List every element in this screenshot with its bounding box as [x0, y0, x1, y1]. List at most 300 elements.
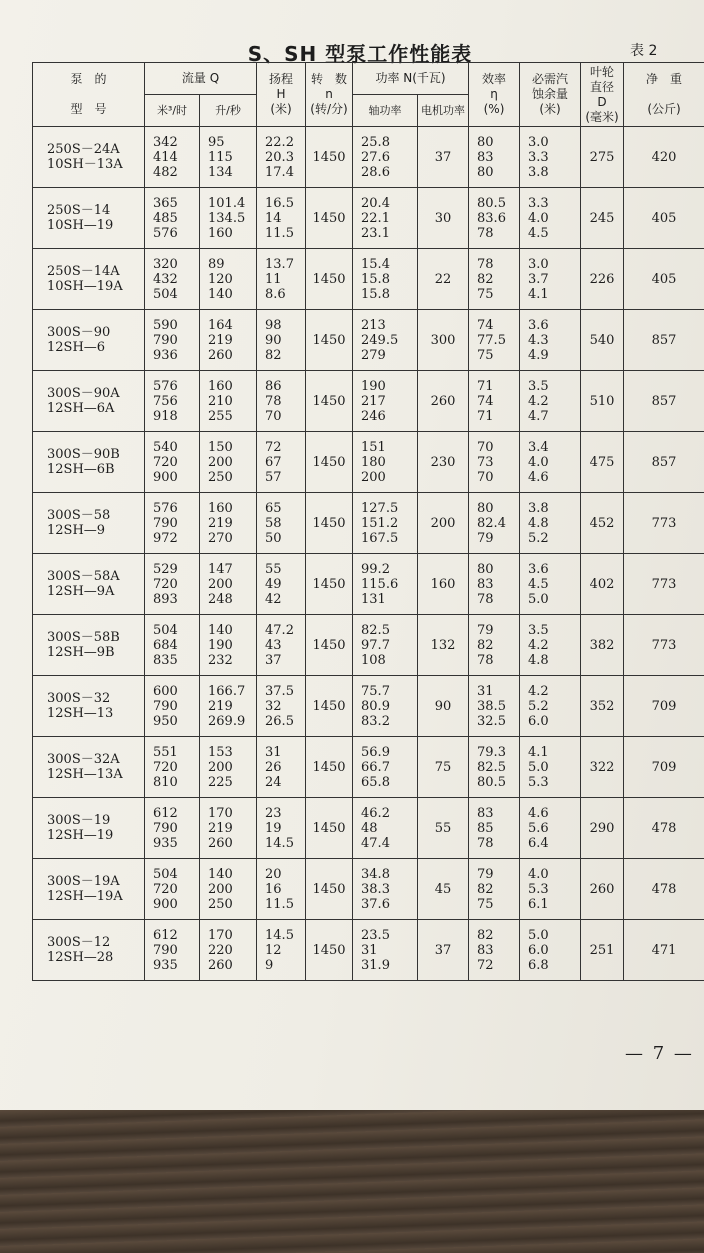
- cell-npsh-value: 6.1: [528, 896, 549, 912]
- model-code: 300S－19A: [47, 874, 120, 889]
- cell-shaft-power: [353, 859, 418, 920]
- cell-head-value: 58: [265, 515, 282, 531]
- cell-shaft-power-value: 213: [361, 317, 386, 333]
- cell-efficiency-value: 78: [477, 652, 494, 668]
- cell-efficiency-value: 79: [477, 530, 494, 546]
- model-code: 12SH—9A: [47, 584, 115, 599]
- cell-flow-ls-value: 219: [208, 698, 233, 714]
- cell-flow-m3-value: 504: [153, 622, 178, 638]
- cell-npsh-value: 4.5: [528, 225, 549, 241]
- cell-head: [257, 737, 306, 798]
- cell-motor-power: 132: [418, 615, 469, 676]
- cell-npsh-value: 3.6: [528, 317, 549, 333]
- cell-motor-power: 45: [418, 859, 469, 920]
- cell-impeller-diameter: 290: [581, 798, 624, 859]
- cell-model: [33, 920, 145, 981]
- cell-flow-ls-value: 219: [208, 332, 233, 348]
- cell-head-value: 26.5: [265, 713, 294, 729]
- cell-head-value: 50: [265, 530, 282, 546]
- cell-impeller-diameter: 510: [581, 371, 624, 432]
- cell-shaft-power-value: 167.5: [361, 530, 399, 546]
- cell-npsh-value: 6.0: [528, 713, 549, 729]
- cell-weight: 709: [624, 737, 704, 798]
- model-code: 300S－90B: [47, 447, 120, 462]
- cell-head-value: 20: [265, 866, 282, 882]
- cell-impeller-diameter: 452: [581, 493, 624, 554]
- cell-npsh-value: 6.8: [528, 957, 549, 973]
- cell-efficiency-value: 78: [477, 591, 494, 607]
- cell-flow-m3-value: 935: [153, 957, 178, 973]
- cell-shaft-power: [353, 432, 418, 493]
- cell-efficiency-value: 82: [477, 881, 494, 897]
- table-row: [33, 249, 704, 310]
- cell-npsh-value: 4.2: [528, 637, 549, 653]
- cell-shaft-power-value: 65.8: [361, 774, 390, 790]
- cell-npsh: [520, 432, 581, 493]
- cell-head-value: 24: [265, 774, 282, 790]
- cell-flow-ls-value: 160: [208, 378, 233, 394]
- cell-head: [257, 615, 306, 676]
- cell-flow-ls-value: 89: [208, 256, 225, 272]
- cell-efficiency-value: 80.5: [477, 774, 506, 790]
- cell-impeller-diameter: 475: [581, 432, 624, 493]
- cell-motor-power: 30: [418, 188, 469, 249]
- cell-head-value: 16: [265, 881, 282, 897]
- cell-head-value: 72: [265, 439, 282, 455]
- cell-head: [257, 432, 306, 493]
- cell-flow-ls-value: 225: [208, 774, 233, 790]
- cell-shaft-power-value: 56.9: [361, 744, 390, 760]
- cell-npsh-value: 5.2: [528, 530, 549, 546]
- cell-npsh-value: 6.0: [528, 942, 549, 958]
- cell-head-value: 31: [265, 744, 282, 760]
- cell-shaft-power-value: 180: [361, 454, 386, 470]
- cell-head-value: 20.3: [265, 149, 294, 165]
- cell-flow-ls: [200, 554, 257, 615]
- cell-model: [33, 493, 145, 554]
- cell-npsh: [520, 188, 581, 249]
- cell-flow-m3-value: 756: [153, 393, 178, 409]
- cell-flow-m3-value: 485: [153, 210, 178, 226]
- cell-efficiency-value: 83: [477, 576, 494, 592]
- cell-shaft-power: [353, 127, 418, 188]
- cell-shaft-power: [353, 798, 418, 859]
- cell-flow-ls-value: 150: [208, 439, 233, 455]
- cell-flow-ls-value: 250: [208, 469, 233, 485]
- cell-npsh: [520, 127, 581, 188]
- cell-efficiency: [469, 554, 520, 615]
- cell-efficiency: [469, 737, 520, 798]
- model-code: 12SH—6B: [47, 462, 115, 477]
- cell-flow-ls-value: 164: [208, 317, 233, 333]
- cell-speed: 1450: [306, 737, 353, 798]
- cell-flow-ls: [200, 615, 257, 676]
- cell-efficiency-value: 80: [477, 134, 494, 150]
- cell-speed: 1450: [306, 127, 353, 188]
- cell-flow-m3: [145, 432, 200, 493]
- cell-head-value: 14.5: [265, 927, 294, 943]
- cell-efficiency-value: 75: [477, 896, 494, 912]
- header-flow-m3: 米³/时: [145, 95, 200, 127]
- table-row: [33, 310, 704, 371]
- cell-flow-ls: [200, 371, 257, 432]
- model-code: 250S－14: [47, 203, 111, 218]
- cell-efficiency-value: 74: [477, 393, 494, 409]
- cell-shaft-power-value: 38.3: [361, 881, 390, 897]
- cell-weight: 773: [624, 554, 704, 615]
- cell-head-value: 11: [265, 271, 282, 287]
- cell-flow-ls: [200, 676, 257, 737]
- cell-flow-ls-value: 200: [208, 576, 233, 592]
- cell-head: [257, 493, 306, 554]
- cell-flow-ls-value: 255: [208, 408, 233, 424]
- cell-flow-ls-value: 200: [208, 759, 233, 775]
- cell-weight: 405: [624, 249, 704, 310]
- header-shaft-power: 轴功率: [353, 95, 418, 127]
- cell-flow-ls-value: 147: [208, 561, 233, 577]
- cell-shaft-power-value: 75.7: [361, 683, 390, 699]
- cell-speed: 1450: [306, 249, 353, 310]
- cell-efficiency-value: 79: [477, 866, 494, 882]
- table-row: [33, 127, 704, 188]
- cell-impeller-diameter: 275: [581, 127, 624, 188]
- cell-efficiency-value: 83.6: [477, 210, 506, 226]
- cell-head-value: 11.5: [265, 225, 294, 241]
- cell-efficiency-value: 80: [477, 164, 494, 180]
- cell-flow-ls: [200, 737, 257, 798]
- cell-flow-ls-value: 250: [208, 896, 233, 912]
- header-impeller: 叶轮 直径 D (毫米): [581, 63, 624, 127]
- cell-efficiency-value: 31: [477, 683, 494, 699]
- cell-head-value: 13.7: [265, 256, 294, 272]
- cell-shaft-power-value: 34.8: [361, 866, 390, 882]
- model-code: 12SH—28: [47, 950, 114, 965]
- cell-shaft-power-value: 37.6: [361, 896, 390, 912]
- cell-head-value: 32: [265, 698, 282, 714]
- cell-flow-ls-value: 95: [208, 134, 225, 150]
- cell-flow-ls: [200, 249, 257, 310]
- cell-flow-m3-value: 950: [153, 713, 178, 729]
- model-code: 10SH－13A: [47, 157, 123, 172]
- cell-head-value: 14.5: [265, 835, 294, 851]
- cell-npsh: [520, 859, 581, 920]
- cell-model: [33, 859, 145, 920]
- cell-flow-ls-value: 260: [208, 347, 233, 363]
- model-code: 12SH—6: [47, 340, 106, 355]
- cell-flow-m3-value: 936: [153, 347, 178, 363]
- cell-npsh-value: 4.1: [528, 744, 549, 760]
- cell-speed: 1450: [306, 798, 353, 859]
- cell-flow-m3-value: 342: [153, 134, 178, 150]
- cell-npsh: [520, 676, 581, 737]
- cell-flow-m3: [145, 798, 200, 859]
- cell-head: [257, 188, 306, 249]
- cell-flow-m3-value: 810: [153, 774, 178, 790]
- cell-model: [33, 249, 145, 310]
- cell-efficiency-value: 82: [477, 637, 494, 653]
- cell-impeller-diameter: 402: [581, 554, 624, 615]
- cell-npsh-value: 5.2: [528, 698, 549, 714]
- cell-head: [257, 127, 306, 188]
- cell-shaft-power-value: 66.7: [361, 759, 390, 775]
- cell-flow-m3: [145, 554, 200, 615]
- cell-npsh: [520, 310, 581, 371]
- table-row: [33, 615, 704, 676]
- cell-shaft-power-value: 15.8: [361, 286, 390, 302]
- cell-efficiency: [469, 127, 520, 188]
- cell-speed: 1450: [306, 676, 353, 737]
- cell-flow-m3-value: 320: [153, 256, 178, 272]
- cell-flow-m3: [145, 310, 200, 371]
- cell-head-value: 26: [265, 759, 282, 775]
- cell-flow-ls: [200, 493, 257, 554]
- cell-shaft-power: [353, 371, 418, 432]
- model-code: 12SH—19A: [47, 889, 123, 904]
- cell-npsh-value: 3.5: [528, 378, 549, 394]
- cell-efficiency-value: 70: [477, 439, 494, 455]
- cell-flow-m3-value: 790: [153, 820, 178, 836]
- cell-flow-m3-value: 790: [153, 698, 178, 714]
- cell-model: [33, 798, 145, 859]
- cell-impeller-diameter: 245: [581, 188, 624, 249]
- header-flow: 流量 Q: [145, 63, 257, 95]
- cell-flow-ls-value: 260: [208, 835, 233, 851]
- cell-flow-m3: [145, 737, 200, 798]
- cell-motor-power: 55: [418, 798, 469, 859]
- cell-npsh: [520, 554, 581, 615]
- cell-efficiency: [469, 798, 520, 859]
- cell-efficiency-value: 79.3: [477, 744, 506, 760]
- cell-flow-m3-value: 720: [153, 759, 178, 775]
- header-efficiency: 效率 η (%): [469, 63, 520, 127]
- cell-flow-ls-value: 219: [208, 820, 233, 836]
- cell-shaft-power: [353, 920, 418, 981]
- cell-flow-m3-value: 935: [153, 835, 178, 851]
- cell-shaft-power: [353, 554, 418, 615]
- cell-efficiency-value: 82: [477, 927, 494, 943]
- cell-speed: 1450: [306, 554, 353, 615]
- cell-speed: 1450: [306, 310, 353, 371]
- cell-weight: 420: [624, 127, 704, 188]
- cell-efficiency-value: 78: [477, 225, 494, 241]
- cell-motor-power: 75: [418, 737, 469, 798]
- cell-speed: 1450: [306, 432, 353, 493]
- header-flow-ls: 升/秒: [200, 95, 257, 127]
- table-row: [33, 676, 704, 737]
- cell-flow-m3-value: 576: [153, 378, 178, 394]
- cell-motor-power: 90: [418, 676, 469, 737]
- cell-flow-m3-value: 576: [153, 225, 178, 241]
- cell-flow-ls-value: 140: [208, 622, 233, 638]
- cell-head-value: 42: [265, 591, 282, 607]
- model-code: 12SH—13A: [47, 767, 123, 782]
- cell-shaft-power: [353, 676, 418, 737]
- cell-shaft-power: [353, 188, 418, 249]
- cell-impeller-diameter: 251: [581, 920, 624, 981]
- cell-npsh-value: 5.6: [528, 820, 549, 836]
- cell-flow-ls-value: 232: [208, 652, 233, 668]
- cell-flow-ls-value: 190: [208, 637, 233, 653]
- cell-efficiency-value: 73: [477, 454, 494, 470]
- cell-shaft-power-value: 217: [361, 393, 386, 409]
- cell-motor-power: 160: [418, 554, 469, 615]
- cell-flow-m3-value: 720: [153, 454, 178, 470]
- cell-npsh-value: 4.2: [528, 683, 549, 699]
- table-row: [33, 859, 704, 920]
- cell-weight: 773: [624, 615, 704, 676]
- cell-npsh: [520, 249, 581, 310]
- cell-npsh-value: 4.1: [528, 286, 549, 302]
- cell-shaft-power-value: 23.1: [361, 225, 390, 241]
- cell-shaft-power-value: 83.2: [361, 713, 390, 729]
- cell-flow-ls: [200, 859, 257, 920]
- cell-impeller-diameter: 260: [581, 859, 624, 920]
- table-container: [32, 62, 704, 1012]
- cell-flow-m3-value: 790: [153, 942, 178, 958]
- cell-efficiency: [469, 371, 520, 432]
- cell-motor-power: 200: [418, 493, 469, 554]
- cell-flow-m3: [145, 676, 200, 737]
- cell-head-value: 14: [265, 210, 282, 226]
- cell-impeller-diameter: 322: [581, 737, 624, 798]
- model-code: 300S－19: [47, 813, 111, 828]
- cell-head-value: 90: [265, 332, 282, 348]
- cell-flow-ls-value: 140: [208, 866, 233, 882]
- cell-flow-m3-value: 365: [153, 195, 178, 211]
- cell-npsh-value: 3.3: [528, 149, 549, 165]
- cell-flow-ls-value: 160: [208, 500, 233, 516]
- cell-flow-ls-value: 140: [208, 286, 233, 302]
- cell-efficiency-value: 74: [477, 317, 494, 333]
- cell-flow-m3-value: 972: [153, 530, 178, 546]
- cell-npsh-value: 3.0: [528, 134, 549, 150]
- cell-shaft-power-value: 27.6: [361, 149, 390, 165]
- model-code: 300S－90A: [47, 386, 120, 401]
- pump-performance-table: [32, 62, 704, 981]
- cell-flow-ls-value: 153: [208, 744, 233, 760]
- cell-head-value: 86: [265, 378, 282, 394]
- cell-flow-m3: [145, 188, 200, 249]
- cell-efficiency: [469, 615, 520, 676]
- cell-flow-ls: [200, 798, 257, 859]
- cell-shaft-power-value: 151.2: [361, 515, 399, 531]
- cell-weight: 709: [624, 676, 704, 737]
- cell-npsh-value: 5.0: [528, 759, 549, 775]
- table-row: [33, 188, 704, 249]
- cell-model: [33, 188, 145, 249]
- cell-flow-m3-value: 900: [153, 896, 178, 912]
- cell-flow-ls-value: 210: [208, 393, 233, 409]
- cell-head-value: 70: [265, 408, 282, 424]
- model-code: 12SH—6A: [47, 401, 115, 416]
- cell-head: [257, 249, 306, 310]
- cell-head-value: 16.5: [265, 195, 294, 211]
- cell-head-value: 8.6: [265, 286, 286, 302]
- cell-efficiency-value: 82.4: [477, 515, 506, 531]
- cell-npsh-value: 4.9: [528, 347, 549, 363]
- cell-shaft-power-value: 190: [361, 378, 386, 394]
- cell-efficiency-value: 75: [477, 286, 494, 302]
- table-row: [33, 920, 704, 981]
- cell-npsh: [520, 737, 581, 798]
- cell-shaft-power: [353, 615, 418, 676]
- cell-efficiency-value: 72: [477, 957, 494, 973]
- cell-head-value: 49: [265, 576, 282, 592]
- cell-flow-m3-value: 612: [153, 805, 178, 821]
- cell-motor-power: 37: [418, 920, 469, 981]
- cell-shaft-power-value: 151: [361, 439, 386, 455]
- model-code: 300S－32A: [47, 752, 120, 767]
- cell-npsh-value: 4.0: [528, 454, 549, 470]
- cell-flow-m3-value: 612: [153, 927, 178, 943]
- cell-shaft-power-value: 127.5: [361, 500, 399, 516]
- cell-flow-m3: [145, 615, 200, 676]
- cell-flow-m3-value: 551: [153, 744, 178, 760]
- model-code: 10SH—19: [47, 218, 114, 233]
- cell-head-value: 9: [265, 957, 274, 973]
- cell-flow-ls-value: 260: [208, 957, 233, 973]
- document-title: S、SH 型泵工作性能表: [247, 42, 473, 66]
- cell-head: [257, 676, 306, 737]
- cell-head: [257, 859, 306, 920]
- cell-head: [257, 371, 306, 432]
- cell-model: [33, 127, 145, 188]
- cell-flow-m3: [145, 920, 200, 981]
- cell-efficiency: [469, 310, 520, 371]
- cell-head: [257, 310, 306, 371]
- cell-speed: 1450: [306, 859, 353, 920]
- cell-flow-m3-value: 790: [153, 332, 178, 348]
- cell-flow-ls: [200, 127, 257, 188]
- cell-flow-m3-value: 590: [153, 317, 178, 333]
- cell-flow-ls: [200, 310, 257, 371]
- cell-weight: 405: [624, 188, 704, 249]
- cell-npsh-value: 4.5: [528, 576, 549, 592]
- cell-flow-ls-value: 269.9: [208, 713, 246, 729]
- cell-npsh-value: 4.6: [528, 805, 549, 821]
- cell-npsh-value: 4.3: [528, 332, 549, 348]
- cell-npsh-value: 3.7: [528, 271, 549, 287]
- cell-shaft-power-value: 97.7: [361, 637, 390, 653]
- cell-flow-m3-value: 504: [153, 866, 178, 882]
- cell-impeller-diameter: 540: [581, 310, 624, 371]
- table-row: [33, 432, 704, 493]
- cell-shaft-power-value: 15.4: [361, 256, 390, 272]
- cell-shaft-power-value: 31.9: [361, 957, 390, 973]
- cell-flow-m3-value: 918: [153, 408, 178, 424]
- header-model: 泵 的 型 号: [33, 63, 145, 127]
- cell-efficiency-value: 82.5: [477, 759, 506, 775]
- cell-speed: 1450: [306, 615, 353, 676]
- cell-head-value: 37: [265, 652, 282, 668]
- cell-npsh-value: 5.0: [528, 591, 549, 607]
- model-code: 12SH—9: [47, 523, 106, 538]
- cell-motor-power: 22: [418, 249, 469, 310]
- cell-flow-m3-value: 835: [153, 652, 178, 668]
- cell-shaft-power: [353, 493, 418, 554]
- cell-flow-m3-value: 540: [153, 439, 178, 455]
- cell-flow-ls: [200, 188, 257, 249]
- cell-head: [257, 920, 306, 981]
- cell-efficiency-value: 80: [477, 561, 494, 577]
- cell-flow-ls: [200, 432, 257, 493]
- cell-shaft-power-value: 22.1: [361, 210, 390, 226]
- cell-shaft-power-value: 131: [361, 591, 386, 607]
- cell-npsh-value: 5.3: [528, 881, 549, 897]
- cell-efficiency-value: 79: [477, 622, 494, 638]
- cell-npsh: [520, 615, 581, 676]
- header-power: 功率 N(千瓦): [353, 63, 469, 95]
